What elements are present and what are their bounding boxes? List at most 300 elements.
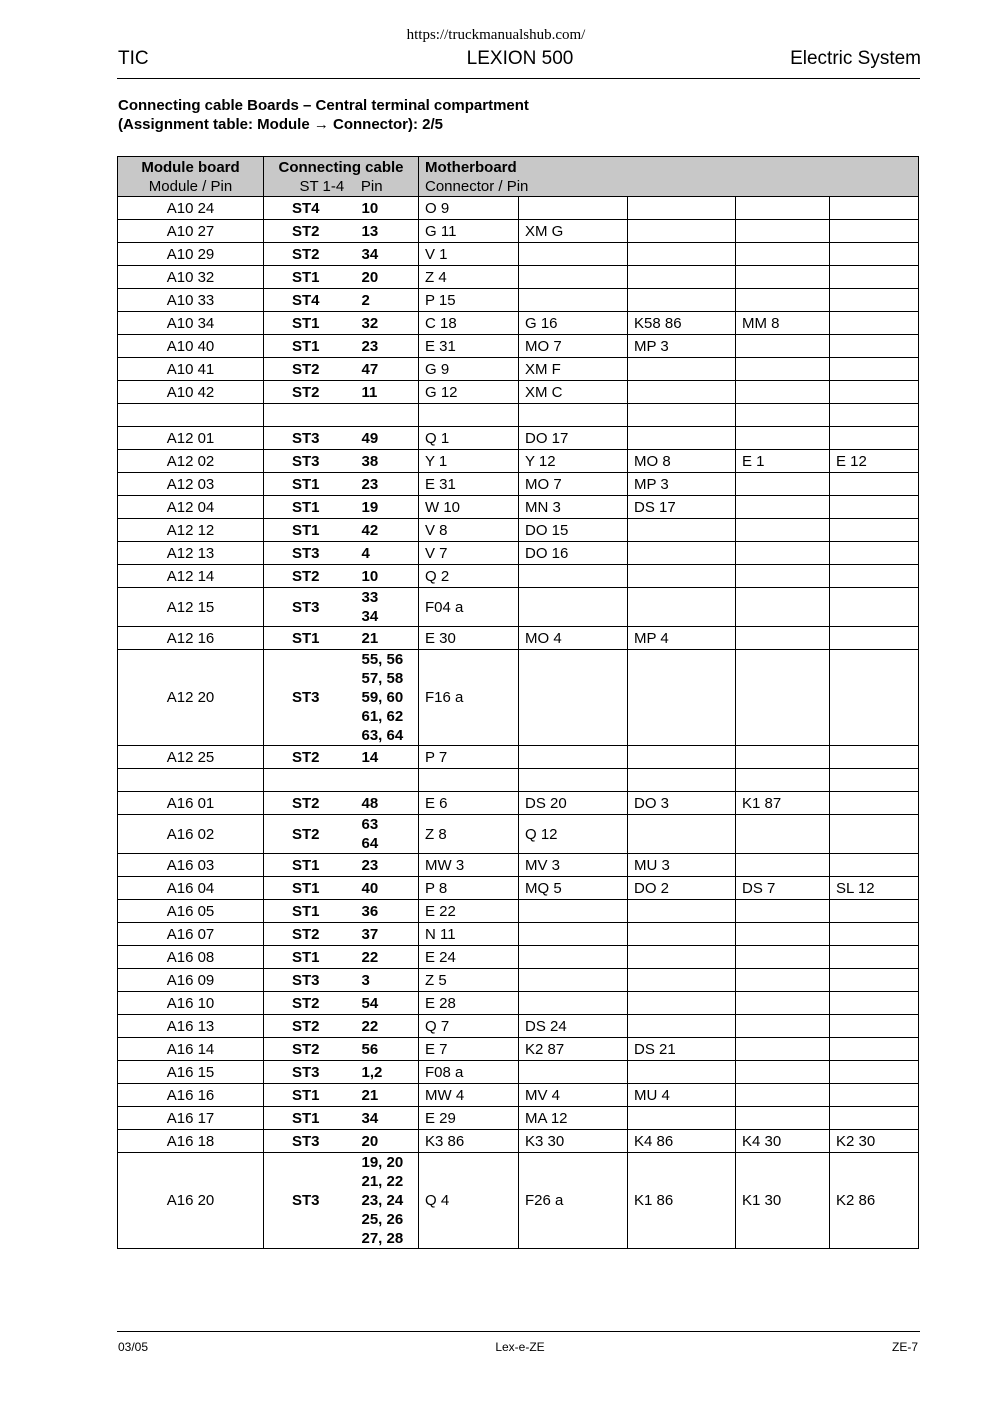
cable-st-cell: ST3 xyxy=(264,650,356,746)
cable-pin-cell xyxy=(356,450,419,473)
cable-st-cell: ST2 xyxy=(264,243,356,266)
cable-pin-cell xyxy=(356,650,419,746)
cable-pin-value: 22 xyxy=(361,948,379,966)
header-module-pin-label: Module / Pin xyxy=(148,178,233,195)
cable-pin-cell xyxy=(356,1084,419,1107)
connector-pin-cell: F16 a xyxy=(419,650,519,746)
connector-pin-cell: Q 4 xyxy=(419,1153,519,1249)
module-pin-cell: A12 13 xyxy=(118,542,264,565)
connector-pin-cell xyxy=(830,1038,919,1061)
connector-pin-cell: W 10 xyxy=(419,496,519,519)
cable-pin-cell xyxy=(356,496,419,519)
module-pin-cell: A16 14 xyxy=(118,1038,264,1061)
connector-pin-cell: O 9 xyxy=(419,197,519,220)
connector-pin-cell: XM G xyxy=(519,220,628,243)
connector-pin-cell: DO 2 xyxy=(628,877,736,900)
cable-pin-value: 23 xyxy=(361,475,379,493)
header-left-title: TIC xyxy=(118,48,149,69)
cable-pin-value: 21 xyxy=(361,629,379,647)
table-body xyxy=(118,197,919,1249)
connector-pin-cell xyxy=(628,650,736,746)
header-motherboard-label: Motherboard xyxy=(425,159,517,176)
cable-pin-value: 11 xyxy=(361,383,378,401)
connector-pin-cell xyxy=(830,627,919,650)
connector-pin-cell xyxy=(830,1107,919,1130)
table-row xyxy=(118,266,919,289)
footer-doc-id: Lex-e-ZE xyxy=(495,1340,545,1354)
connector-pin-cell xyxy=(830,969,919,992)
connector-pin-cell: MO 7 xyxy=(519,473,628,496)
table-row xyxy=(118,877,919,900)
connector-pin-cell: DO 15 xyxy=(519,519,628,542)
table-row xyxy=(118,496,919,519)
cable-pin-value: 23 xyxy=(361,856,379,874)
header-module-board xyxy=(118,157,264,197)
cable-pin-cell xyxy=(356,815,419,854)
cable-pin-cell xyxy=(356,404,419,427)
cable-pin-value: 64 xyxy=(361,835,379,852)
connector-pin-cell: Z 5 xyxy=(419,969,519,992)
connector-pin-cell xyxy=(628,815,736,854)
cable-st-cell: ST1 xyxy=(264,266,356,289)
module-pin-cell: A16 01 xyxy=(118,792,264,815)
connector-pin-cell xyxy=(628,1061,736,1084)
connector-pin-cell: Z 8 xyxy=(419,815,519,854)
module-pin-cell xyxy=(118,769,264,792)
cable-pin-value: 56 xyxy=(361,1040,379,1058)
connector-pin-cell xyxy=(736,923,830,946)
connector-pin-cell xyxy=(830,289,919,312)
module-pin-cell: A16 15 xyxy=(118,1061,264,1084)
cable-st-cell: ST1 xyxy=(264,877,356,900)
connector-pin-cell: MV 3 xyxy=(519,854,628,877)
connector-pin-cell xyxy=(736,969,830,992)
connector-pin-cell xyxy=(736,220,830,243)
cable-pin-cell xyxy=(356,992,419,1015)
connector-pin-cell: MU 4 xyxy=(628,1084,736,1107)
header-right-title: Electric System xyxy=(790,48,921,69)
table-row xyxy=(118,358,919,381)
cable-pin-value: 34 xyxy=(361,1109,379,1127)
cable-pin-value: 34 xyxy=(361,245,379,263)
cable-pin-cell xyxy=(356,769,419,792)
module-pin-cell: A16 18 xyxy=(118,1130,264,1153)
cable-pin-cell xyxy=(356,220,419,243)
cable-st-cell: ST3 xyxy=(264,1130,356,1153)
connector-pin-cell: E 28 xyxy=(419,992,519,1015)
cable-pin-value: 42 xyxy=(361,521,379,539)
connector-pin-cell: C 18 xyxy=(419,312,519,335)
table-row xyxy=(118,335,919,358)
cable-st-cell: ST1 xyxy=(264,519,356,542)
cable-pin-value: 49 xyxy=(361,429,379,447)
connector-pin-cell xyxy=(736,1084,830,1107)
module-pin-cell: A10 42 xyxy=(118,381,264,404)
table-row xyxy=(118,923,919,946)
connector-pin-cell: G 9 xyxy=(419,358,519,381)
connector-pin-cell: E 1 xyxy=(736,450,830,473)
connector-pin-cell xyxy=(736,404,830,427)
connector-pin-cell xyxy=(519,565,628,588)
table-row xyxy=(118,450,919,473)
connector-pin-cell: P 7 xyxy=(419,746,519,769)
cable-pin-cell xyxy=(356,1061,419,1084)
module-pin-cell: A16 08 xyxy=(118,946,264,969)
cable-pin-cell xyxy=(356,1107,419,1130)
connector-pin-cell: N 11 xyxy=(419,923,519,946)
connector-pin-cell xyxy=(736,1015,830,1038)
connector-pin-cell xyxy=(830,197,919,220)
cable-pin-value: 55, 56 xyxy=(361,651,404,668)
module-pin-cell: A12 16 xyxy=(118,627,264,650)
connector-pin-cell xyxy=(830,335,919,358)
connector-pin-cell xyxy=(830,746,919,769)
cable-pin-value: 47 xyxy=(361,360,379,378)
cable-pin-cell xyxy=(356,746,419,769)
connector-pin-cell: E 31 xyxy=(419,473,519,496)
connector-pin-cell xyxy=(519,746,628,769)
table-row xyxy=(118,381,919,404)
connector-pin-cell: XM F xyxy=(519,358,628,381)
connector-pin-cell xyxy=(628,381,736,404)
connector-pin-cell xyxy=(830,427,919,450)
module-pin-cell: A16 09 xyxy=(118,969,264,992)
connector-pin-cell: XM C xyxy=(519,381,628,404)
connector-pin-cell: Q 2 xyxy=(419,565,519,588)
header-st-pin-label: ST 1-4 Pin xyxy=(299,178,383,195)
cable-pin-value: 32 xyxy=(361,314,379,332)
module-pin-cell: A16 03 xyxy=(118,854,264,877)
module-pin-cell: A16 05 xyxy=(118,900,264,923)
connector-pin-cell: MU 3 xyxy=(628,854,736,877)
connector-pin-cell: E 12 xyxy=(830,450,919,473)
cable-pin-value: 21 xyxy=(361,1086,379,1104)
cable-pin-cell xyxy=(356,1038,419,1061)
connector-pin-cell: Q 7 xyxy=(419,1015,519,1038)
cable-st-cell: ST1 xyxy=(264,312,356,335)
connector-pin-cell xyxy=(628,1107,736,1130)
footer-date: 03/05 xyxy=(118,1340,149,1354)
table-row xyxy=(118,1061,919,1084)
connector-pin-cell xyxy=(736,815,830,854)
cable-pin-cell xyxy=(356,335,419,358)
connector-pin-cell xyxy=(519,588,628,627)
connector-pin-cell xyxy=(628,969,736,992)
connector-pin-cell: F04 a xyxy=(419,588,519,627)
cable-st-cell xyxy=(264,404,356,427)
table-row xyxy=(118,769,919,792)
cable-pin-value: 61, 62 xyxy=(361,708,404,725)
module-pin-cell: A16 02 xyxy=(118,815,264,854)
connector-pin-cell xyxy=(628,565,736,588)
connector-pin-cell: MP 3 xyxy=(628,473,736,496)
connector-pin-cell xyxy=(519,900,628,923)
connector-pin-cell xyxy=(519,289,628,312)
cable-pin-value: 40 xyxy=(361,879,379,897)
connector-pin-cell xyxy=(736,496,830,519)
connector-pin-cell xyxy=(519,243,628,266)
module-pin-cell: A16 13 xyxy=(118,1015,264,1038)
connector-pin-cell xyxy=(830,312,919,335)
connector-pin-cell: Y 12 xyxy=(519,450,628,473)
cable-pin-value: 38 xyxy=(361,452,379,470)
cable-pin-cell xyxy=(356,473,419,496)
cable-pin-cell xyxy=(356,792,419,815)
module-pin-cell: A16 07 xyxy=(118,923,264,946)
connector-pin-cell: P 8 xyxy=(419,877,519,900)
connector-pin-cell xyxy=(736,266,830,289)
cable-pin-cell xyxy=(356,854,419,877)
module-pin-cell: A12 14 xyxy=(118,565,264,588)
connector-pin-cell: E 30 xyxy=(419,627,519,650)
connector-pin-cell: Z 4 xyxy=(419,266,519,289)
connector-pin-cell: P 15 xyxy=(419,289,519,312)
cable-st-cell: ST3 xyxy=(264,1061,356,1084)
cable-pin-value: 25, 26 xyxy=(361,1211,404,1228)
cable-pin-value: 48 xyxy=(361,794,379,812)
table-row xyxy=(118,627,919,650)
module-pin-cell: A10 24 xyxy=(118,197,264,220)
connector-pin-cell: MN 3 xyxy=(519,496,628,519)
connector-pin-cell xyxy=(736,1038,830,1061)
connector-pin-cell: E 24 xyxy=(419,946,519,969)
connector-pin-cell: DO 17 xyxy=(519,427,628,450)
cable-pin-cell xyxy=(356,542,419,565)
cable-pin-cell xyxy=(356,243,419,266)
connector-pin-cell xyxy=(736,746,830,769)
connector-pin-cell xyxy=(736,900,830,923)
connector-pin-cell: DS 21 xyxy=(628,1038,736,1061)
connector-pin-cell xyxy=(830,815,919,854)
cable-pin-cell xyxy=(356,289,419,312)
connector-pin-cell xyxy=(830,220,919,243)
connector-pin-cell: MW 3 xyxy=(419,854,519,877)
table-row xyxy=(118,815,919,854)
table-row xyxy=(118,1038,919,1061)
table-row xyxy=(118,854,919,877)
module-pin-cell: A10 29 xyxy=(118,243,264,266)
cable-pin-value: 19 xyxy=(361,498,379,516)
connector-pin-cell xyxy=(736,542,830,565)
table-row xyxy=(118,969,919,992)
module-pin-cell: A10 32 xyxy=(118,266,264,289)
cable-st-cell: ST1 xyxy=(264,900,356,923)
connector-pin-cell xyxy=(830,650,919,746)
cable-st-cell: ST3 xyxy=(264,450,356,473)
connector-pin-cell xyxy=(419,769,519,792)
connector-pin-cell: DS 17 xyxy=(628,496,736,519)
section-title-line1: Connecting cable Boards – Central terminal compartment xyxy=(118,97,529,114)
connector-pin-cell xyxy=(830,792,919,815)
module-pin-cell: A12 20 xyxy=(118,650,264,746)
connector-pin-cell xyxy=(519,404,628,427)
table-row xyxy=(118,519,919,542)
connector-pin-cell: K1 87 xyxy=(736,792,830,815)
module-pin-cell: A12 03 xyxy=(118,473,264,496)
connector-pin-cell xyxy=(628,992,736,1015)
cable-pin-cell xyxy=(356,877,419,900)
table-row xyxy=(118,1130,919,1153)
connector-pin-cell xyxy=(830,243,919,266)
cable-pin-cell xyxy=(356,1130,419,1153)
table-row xyxy=(118,946,919,969)
connector-pin-cell xyxy=(628,358,736,381)
connector-pin-cell xyxy=(628,746,736,769)
connector-pin-cell xyxy=(830,519,919,542)
table-row xyxy=(118,427,919,450)
connector-pin-cell: E 29 xyxy=(419,1107,519,1130)
cable-st-cell: ST2 xyxy=(264,358,356,381)
module-pin-cell: A12 04 xyxy=(118,496,264,519)
connector-pin-cell xyxy=(628,289,736,312)
cable-pin-value: 22 xyxy=(361,1017,379,1035)
cable-st-cell: ST2 xyxy=(264,565,356,588)
assignment-table xyxy=(117,156,919,1249)
connector-pin-cell xyxy=(830,266,919,289)
connector-pin-cell xyxy=(736,946,830,969)
connector-pin-cell xyxy=(519,946,628,969)
connector-pin-cell: F26 a xyxy=(519,1153,628,1249)
connector-pin-cell: V 8 xyxy=(419,519,519,542)
cable-pin-value: 10 xyxy=(361,567,379,585)
module-pin-cell: A10 33 xyxy=(118,289,264,312)
cable-st-cell xyxy=(264,769,356,792)
connector-pin-cell: K4 30 xyxy=(736,1130,830,1153)
cable-pin-cell xyxy=(356,900,419,923)
connector-pin-cell xyxy=(628,427,736,450)
connector-pin-cell: SL 12 xyxy=(830,877,919,900)
connector-pin-cell: F08 a xyxy=(419,1061,519,1084)
module-pin-cell xyxy=(118,404,264,427)
connector-pin-cell xyxy=(830,946,919,969)
module-pin-cell: A16 04 xyxy=(118,877,264,900)
connector-pin-cell: E 7 xyxy=(419,1038,519,1061)
connector-pin-cell: MO 8 xyxy=(628,450,736,473)
cable-pin-value: 2 xyxy=(361,291,370,309)
cable-st-cell: ST1 xyxy=(264,946,356,969)
connector-pin-cell: MQ 5 xyxy=(519,877,628,900)
connector-pin-cell xyxy=(830,381,919,404)
module-pin-cell: A12 02 xyxy=(118,450,264,473)
connector-pin-cell: V 7 xyxy=(419,542,519,565)
connector-pin-cell xyxy=(736,854,830,877)
connector-pin-cell: Q 12 xyxy=(519,815,628,854)
cable-pin-cell xyxy=(356,969,419,992)
cable-pin-value: 34 xyxy=(361,608,379,625)
connector-pin-cell: MP 4 xyxy=(628,627,736,650)
connector-pin-cell: G 12 xyxy=(419,381,519,404)
connector-pin-cell xyxy=(736,427,830,450)
module-pin-cell: A16 17 xyxy=(118,1107,264,1130)
connector-pin-cell xyxy=(830,358,919,381)
module-pin-cell: A12 12 xyxy=(118,519,264,542)
table-row xyxy=(118,650,919,746)
table-row xyxy=(118,565,919,588)
connector-pin-cell: K2 86 xyxy=(830,1153,919,1249)
module-pin-cell: A10 40 xyxy=(118,335,264,358)
table-row xyxy=(118,992,919,1015)
connector-pin-cell: K58 86 xyxy=(628,312,736,335)
connector-pin-cell xyxy=(736,565,830,588)
cable-pin-value: 3 xyxy=(361,971,370,989)
header-rule xyxy=(117,78,920,79)
cable-pin-value: 27, 28 xyxy=(361,1230,404,1247)
cable-st-cell: ST3 xyxy=(264,427,356,450)
table-row xyxy=(118,289,919,312)
cable-pin-value: 21, 22 xyxy=(361,1173,404,1190)
cable-st-cell: ST3 xyxy=(264,1153,356,1249)
connector-pin-cell: K3 30 xyxy=(519,1130,628,1153)
connector-pin-cell: G 16 xyxy=(519,312,628,335)
cable-st-cell: ST3 xyxy=(264,542,356,565)
connector-pin-cell xyxy=(736,650,830,746)
cable-pin-value: 23 xyxy=(361,337,379,355)
cable-st-cell: ST2 xyxy=(264,815,356,854)
connector-pin-cell: MA 12 xyxy=(519,1107,628,1130)
connector-pin-cell: K4 86 xyxy=(628,1130,736,1153)
cable-pin-cell xyxy=(356,358,419,381)
cable-st-cell: ST2 xyxy=(264,1015,356,1038)
connector-pin-cell xyxy=(736,627,830,650)
connector-pin-cell: DS 20 xyxy=(519,792,628,815)
connector-pin-cell: DO 16 xyxy=(519,542,628,565)
header-connecting-cable xyxy=(264,157,419,197)
cable-pin-value: 13 xyxy=(361,222,379,240)
connector-pin-cell xyxy=(419,404,519,427)
cable-pin-cell xyxy=(356,427,419,450)
table-row xyxy=(118,588,919,627)
connector-pin-cell xyxy=(628,519,736,542)
cable-pin-cell xyxy=(356,946,419,969)
connector-pin-cell xyxy=(628,404,736,427)
module-pin-cell: A12 15 xyxy=(118,588,264,627)
connector-pin-cell xyxy=(736,358,830,381)
cable-pin-cell xyxy=(356,312,419,335)
connector-pin-cell: MW 4 xyxy=(419,1084,519,1107)
connector-pin-cell xyxy=(736,588,830,627)
cable-st-cell: ST1 xyxy=(264,496,356,519)
cable-pin-value: 20 xyxy=(361,268,379,286)
connector-pin-cell xyxy=(830,565,919,588)
connector-pin-cell: K2 87 xyxy=(519,1038,628,1061)
table-row xyxy=(118,220,919,243)
connector-pin-cell xyxy=(830,404,919,427)
cable-pin-value: 20 xyxy=(361,1132,379,1150)
table-row xyxy=(118,1107,919,1130)
cable-pin-cell xyxy=(356,381,419,404)
cable-st-cell: ST1 xyxy=(264,854,356,877)
header-module-board-label: Module board xyxy=(141,159,240,176)
connector-pin-cell xyxy=(519,969,628,992)
cable-st-cell: ST3 xyxy=(264,588,356,627)
connector-pin-cell xyxy=(519,923,628,946)
cable-st-cell: ST2 xyxy=(264,220,356,243)
connector-pin-cell: DO 3 xyxy=(628,792,736,815)
cable-pin-cell xyxy=(356,1015,419,1038)
cable-pin-value: 37 xyxy=(361,925,379,943)
connector-pin-cell xyxy=(736,992,830,1015)
cable-pin-cell xyxy=(356,266,419,289)
connector-pin-cell: K1 86 xyxy=(628,1153,736,1249)
connector-pin-cell xyxy=(830,542,919,565)
connector-pin-cell: Y 1 xyxy=(419,450,519,473)
connector-pin-cell xyxy=(736,197,830,220)
cable-st-cell: ST1 xyxy=(264,627,356,650)
table-row xyxy=(118,473,919,496)
connector-pin-cell xyxy=(830,854,919,877)
connector-pin-cell xyxy=(736,473,830,496)
connector-pin-cell xyxy=(736,769,830,792)
